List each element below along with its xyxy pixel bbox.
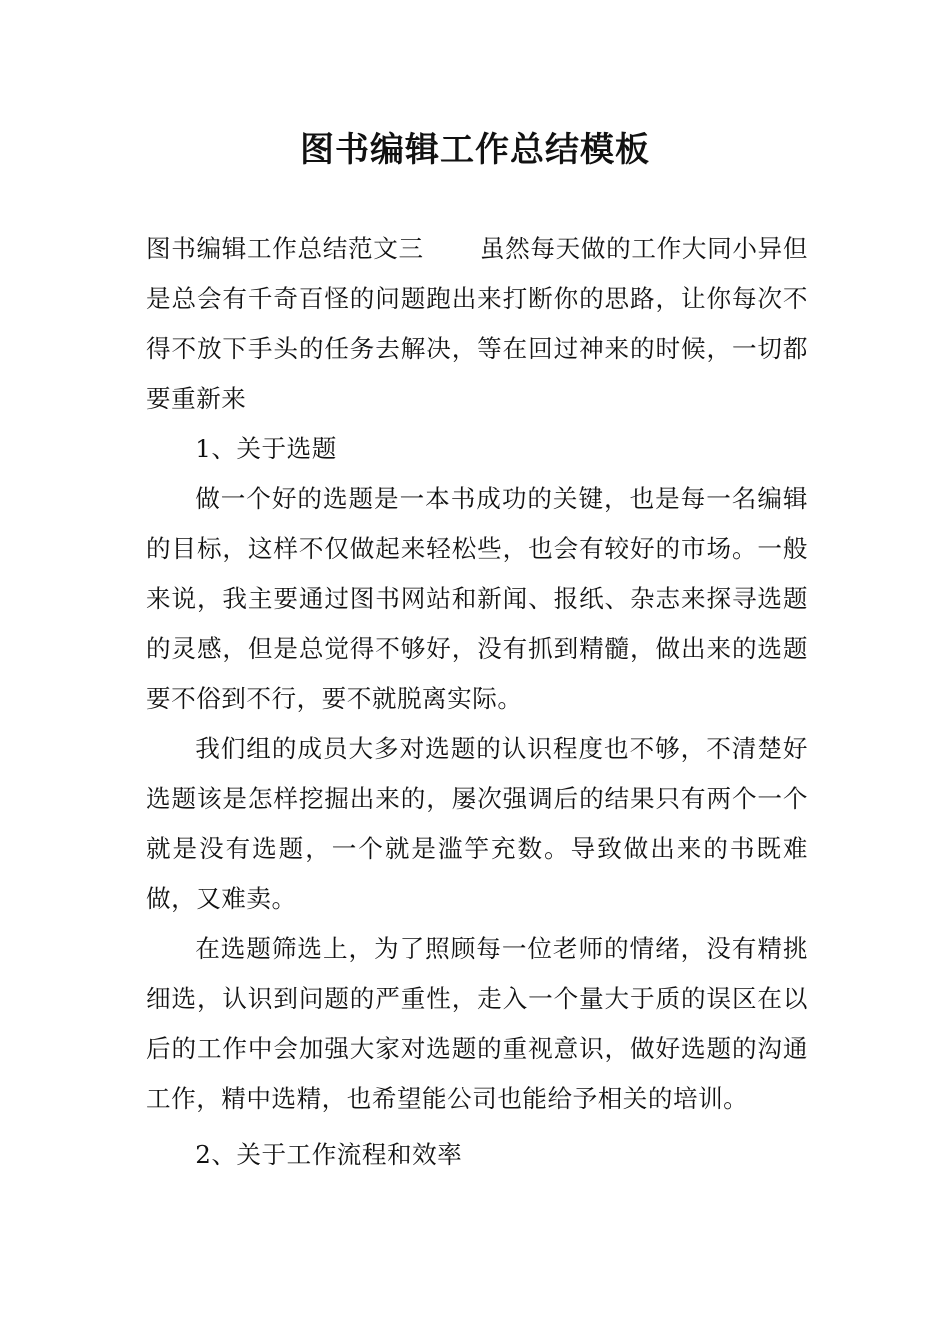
section-heading-workflow: 2、关于工作流程和效率 bbox=[195, 1140, 463, 1169]
paragraph-topic-screening: 在选题筛选上，为了照顾每一位老师的情绪，没有精挑细选，认识到问题的严重性，走入一个量大于质的误区在以后的工作中会加强大家对选题的重视意识，做好选题的沟通工作，精中选精，也希望能公司也能给予相关的培训。 bbox=[146, 934, 808, 1113]
intro-paragraph bbox=[146, 224, 808, 424]
document-title: 图书编辑工作总结模板 bbox=[300, 130, 650, 170]
paragraph-team-understanding: 我们组的成员大多对选题的认识程度也不够，不清楚好选题该是怎样挖掘出来的，屡次强调后的结果只有两个一个就是没有选题，一个就是滥竽充数。导致做出来的书既难做，又难卖。 bbox=[146, 734, 808, 913]
intro-label: 图书编辑工作总结范文三 bbox=[146, 234, 424, 263]
paragraph-topic-importance: 做一个好的选题是一本书成功的关键，也是每一名编辑的目标，这样不仅做起来轻松些，也会有较好的市场。一般来说，我主要通过图书网站和新闻、报纸、杂志来探寻选题的灵感，但是总觉得不够好，没有抓到精髓，做出来的选题要不俗到不行，要不就脱离实际。 bbox=[146, 484, 808, 713]
document-body bbox=[146, 224, 808, 1180]
intro-text: 虽然每天做的工作大同小异但是总会有千奇百怪的问题跑出来打断你的思路，让你每次不得不放下手头的任务去解决，等在回过神来的时候，一切都要重新来 bbox=[146, 234, 808, 413]
section-heading-topic-selection: 1、关于选题 bbox=[195, 434, 337, 463]
